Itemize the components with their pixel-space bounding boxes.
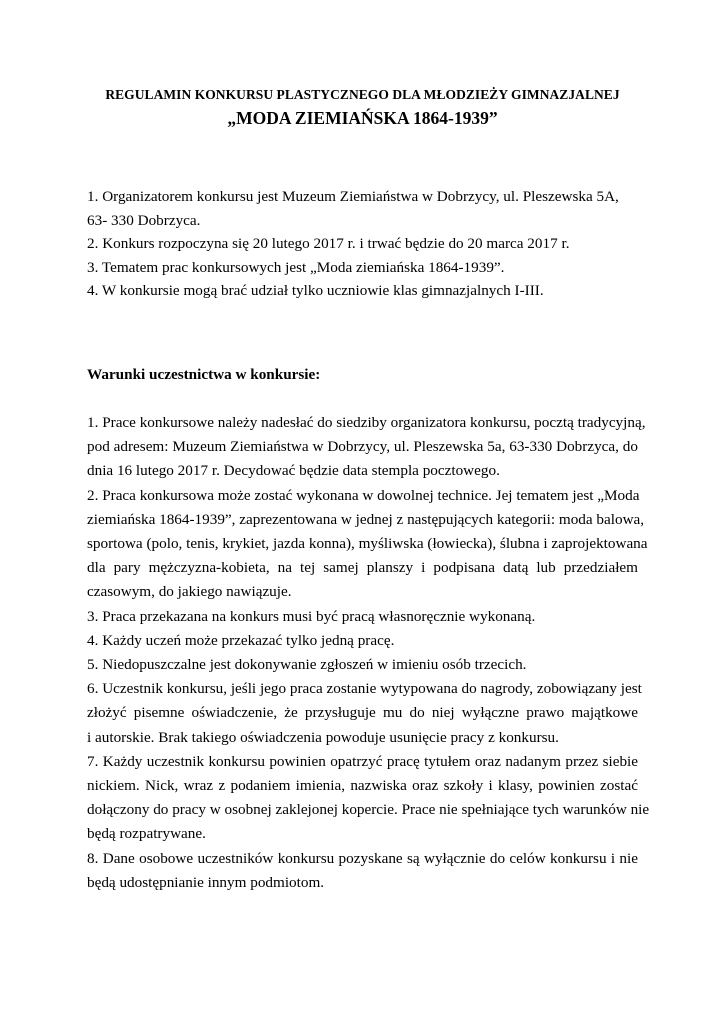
conditions-line: złożyć pisemne oświadczenie, że przysługuje mu do niej wyłączne prawo majątkowe xyxy=(87,704,638,722)
intro-line: 3. Tematem prac konkursowych jest „Moda ziemiańska 1864-1939”. xyxy=(87,258,505,276)
conditions-line: 8. Dane osobowe uczestników konkursu pozyskane są wyłącznie do celów konkursu i nie xyxy=(87,849,638,867)
document-title-line2: „MODA ZIEMIAŃSKA 1864-1939” xyxy=(227,108,498,128)
conditions-line: 5. Niedopuszczalne jest dokonywanie zgłoszeń w imieniu osób trzecich. xyxy=(87,656,527,674)
intro-line: 1. Organizatorem konkursu jest Muzeum Ziemiaństwa w Dobrzycy, ul. Pleszewska 5A, xyxy=(87,188,619,205)
intro-section xyxy=(87,185,647,303)
intro-line: 2. Konkurs rozpoczyna się 20 lutego 2017 r. i trwać będzie do 20 marca 2017 r. xyxy=(87,235,570,253)
conditions-line: sportowa (polo, tenis, krykiet, jazda konna), myśliwska (łowiecka), ślubna i zaprojektowana xyxy=(87,535,648,553)
conditions-line: będą udostępnianie innym podmiotom. xyxy=(87,873,325,891)
conditions-line: ziemiańska 1864-1939”, zaprezentowana w jednej z następujących kategorii: moda balowa, xyxy=(87,510,645,528)
document-title-line1: REGULAMIN KONKURSU PLASTYCZNEGO DLA MŁODZIEŻY GIMNAZJALNEJ xyxy=(105,87,620,102)
conditions-line: 2. Praca konkursowa może zostać wykonana w dowolnej technice. Jej tematem jest „Moda xyxy=(87,486,640,504)
conditions-line: 6. Uczestnik konkursu, jeśli jego praca zostanie wytypowana do nagrody, zobowiązany jest xyxy=(87,680,642,698)
conditions-section xyxy=(87,411,650,895)
conditions-line: dołączony do pracy w osobnej zaklejonej kopercie. Prace nie spełniające tych warunków nie xyxy=(87,801,650,819)
intro-line: 4. W konkursie mogą brać udział tylko uczniowie klas gimnazjalnych I-III. xyxy=(87,282,544,300)
conditions-heading: Warunki uczestnictwa w konkursie: xyxy=(87,366,321,383)
conditions-line: czasowym, do jakiego nawiązuje. xyxy=(87,583,292,601)
intro-line: 63- 330 Dobrzyca. xyxy=(87,211,201,229)
conditions-line: dla pary mężczyzna-kobieta, na tej samej planszy i podpisana datą lub przedziałem xyxy=(87,559,638,577)
conditions-line: będą rozpatrywane. xyxy=(87,825,206,843)
conditions-line: 1. Prace konkursowe należy nadesłać do siedziby organizatora konkursu, pocztą tradycyjną, xyxy=(87,414,646,431)
conditions-line: dnia 16 lutego 2017 r. Decydować będzie data stempla pocztowego. xyxy=(87,462,500,480)
conditions-line: 7. Każdy uczestnik konkursu powinien opatrzyć pracę tytułem oraz nadanym przez siebie xyxy=(87,752,638,770)
conditions-line: 4. Każdy uczeń może przekazać tylko jedną pracę. xyxy=(87,631,395,649)
conditions-line: nickiem. Nick, wraz z podaniem imienia, nazwiska oraz szkoły i klasy, powinien zostać xyxy=(87,777,638,795)
conditions-line: pod adresem: Muzeum Ziemiaństwa w Dobrzycy, ul. Pleszewska 5a, 63-330 Dobrzyca, do xyxy=(87,438,638,456)
conditions-line: i autorskie. Brak takiego oświadczenia powoduje usunięcie pracy z konkursu. xyxy=(87,728,559,746)
conditions-line: 3. Praca przekazana na konkurs musi być pracą własnoręcznie wykonaną. xyxy=(87,607,536,625)
